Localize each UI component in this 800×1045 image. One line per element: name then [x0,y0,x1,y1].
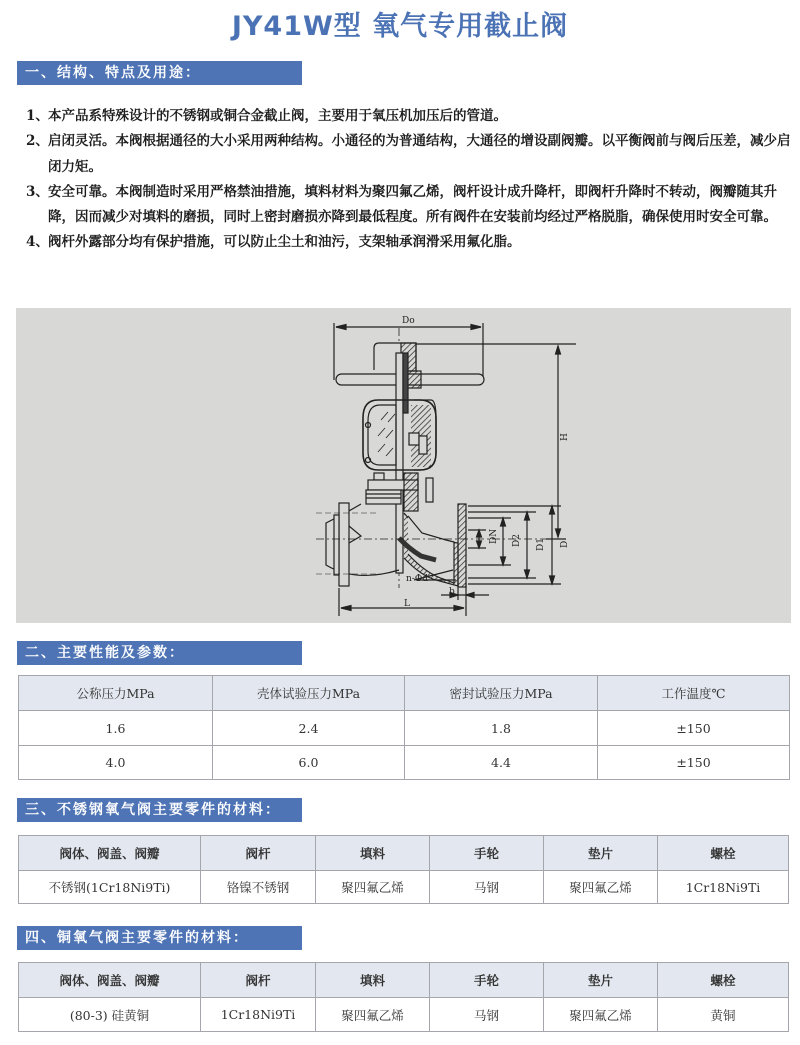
table-cell: 1.6 [19,711,213,746]
svg-text:D2: D2 [512,534,522,547]
table-cell: 马钢 [430,998,544,1032]
column-header: 螺栓 [658,836,789,871]
feature-item: 4、阀杆外露部分均有保护措施，可以防止尘土和油污，支架轴承润滑采用氟化脂。 [26,234,521,251]
column-header: 公称压力MPa [19,676,213,711]
valve-diagram-icon [16,308,791,623]
table-cell: 黄铜 [658,998,789,1032]
column-header: 填料 [316,836,430,871]
column-header: 手轮 [430,963,544,998]
table-cell: ±150 [598,746,790,780]
column-header: 阀体、阀盖、阀瓣 [19,963,201,998]
table-cell: 1Cr18Ni9Ti [658,871,789,904]
performance-table [18,675,790,780]
svg-text:b: b [449,587,455,597]
section-heading-performance: 二、主要性能及参数： [17,641,302,665]
svg-text:H: H [560,433,570,441]
svg-text:n-Φd: n-Φd [406,574,428,584]
feature-item: 1、本产品系特殊设计的不锈钢或铜合金截止阀，主要用于氧压机加压后的管道。 [26,108,507,124]
section-heading-features: 一、结构、特点及用途： [17,61,302,85]
column-header: 密封试验压力MPa [405,676,598,711]
column-header: 阀杆 [201,963,316,998]
valve-technical-drawing [16,308,791,623]
svg-text:Do: Do [402,316,415,326]
column-header: 填料 [316,963,430,998]
table-header-row [19,963,789,998]
table-row [19,711,790,746]
table-cell: 聚四氟乙烯 [544,998,658,1032]
feature-item: 3、安全可靠。本阀制造时采用严格禁油措施，填料材料为聚四氟乙烯，阀杆设计成升降杆，即阀杆升降时不转动，阀瓣随其升降，因而减少对填料的磨损，同时上密封磨损亦降到最低程度。所有阀件在安装前均经过严格脱脂，确保使用时安全可靠。 [26,183,777,226]
table-cell: 1Cr18Ni9Ti [201,998,316,1032]
table-cell: (80-3) 硅黄铜 [19,998,201,1032]
svg-text:D: D [560,540,570,548]
table-cell: 聚四氟乙烯 [316,998,430,1032]
column-header: 阀杆 [201,836,316,871]
section-heading-copper-materials: 四、铜氧气阀主要零件的材料： [17,926,302,950]
feature-item: 2、启闭灵活。本阀根据通径的大小采用两种结构。小通径的为普通结构，大通径的增设副阀瓣。以平衡阀前与阀后压差，减少启闭力矩。 [26,133,791,175]
svg-text:D1: D1 [536,538,546,551]
column-header: 垫片 [544,963,658,998]
features-list [26,104,796,256]
section-heading-stainless-materials: 三、不锈钢氧气阀主要零件的材料： [17,798,302,822]
table-header-row [19,836,789,871]
table-cell: 4.0 [19,746,213,780]
column-header: 螺栓 [658,963,789,998]
stainless-materials-table [18,835,789,904]
column-header: 手轮 [430,836,544,871]
svg-text:DN: DN [489,528,499,544]
copper-materials-table [18,962,789,1032]
table-cell: 6.0 [213,746,405,780]
column-header: 工作温度℃ [598,676,790,711]
column-header: 垫片 [544,836,658,871]
column-header: 壳体试验压力MPa [213,676,405,711]
page-title: JY41W型 氧气专用截止阀 [231,11,569,42]
table-cell: 铬镍不锈钢 [201,871,316,904]
table-row [19,998,789,1032]
table-header-row [19,676,790,711]
table-cell: ±150 [598,711,790,746]
column-header: 阀体、阀盖、阀瓣 [19,836,201,871]
svg-text:L: L [404,599,410,609]
table-cell: 聚四氟乙烯 [544,871,658,904]
table-cell: 2.4 [213,711,405,746]
table-row [19,746,790,780]
table-cell: 聚四氟乙烯 [316,871,430,904]
table-cell: 马钢 [430,871,544,904]
table-cell: 不锈钢(1Cr18Ni9Ti) [19,871,201,904]
table-row [19,871,789,904]
table-cell: 4.4 [405,746,598,780]
table-cell: 1.8 [405,711,598,746]
